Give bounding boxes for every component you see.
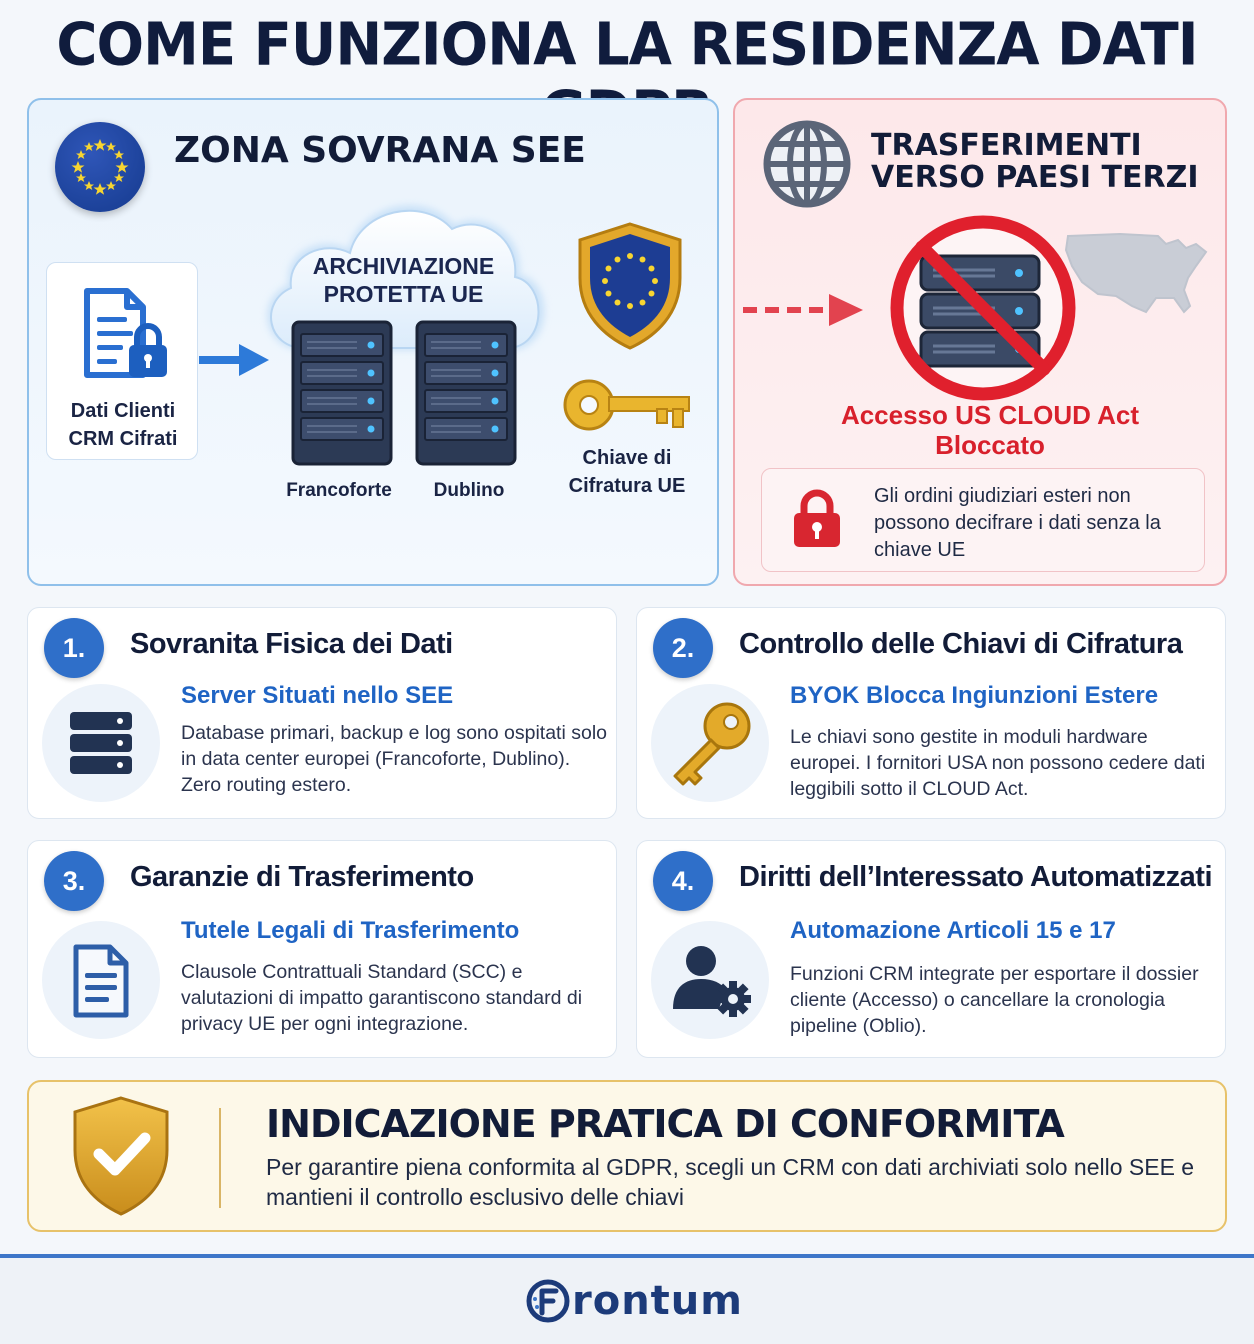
database-icon xyxy=(68,710,134,776)
step-icon-circle xyxy=(42,921,160,1039)
step-subtitle: Automazione Articoli 15 e 17 xyxy=(790,917,1116,944)
cloud-act-blocked-label: Accesso US CLOUD Act Bloccato xyxy=(840,400,1140,460)
key-icon xyxy=(561,375,695,435)
step-card-1 xyxy=(27,607,617,819)
step-title: Garanzie di Trasferimento xyxy=(130,861,474,893)
step-number: 2. xyxy=(653,618,713,678)
user-gear-icon xyxy=(671,943,755,1019)
encryption-key-label: Chiave di Cifratura UE xyxy=(568,447,686,497)
brand-logo xyxy=(526,1276,743,1326)
step-card-4 xyxy=(636,840,1226,1058)
step-number: 3. xyxy=(44,851,104,911)
warning-box xyxy=(761,468,1205,572)
server-icon xyxy=(415,320,517,466)
blocked-server-icon xyxy=(885,210,1081,406)
step-subtitle: Tutele Legali di Trasferimento xyxy=(181,917,520,944)
step-title: Diritti dell’Interessato Automatizzati xyxy=(739,861,1212,893)
step-subtitle: BYOK Blocca Ingiunzioni Estere xyxy=(790,682,1159,709)
third-country-zone xyxy=(733,98,1227,586)
shield-check-icon xyxy=(69,1094,173,1218)
compliance-tip-box xyxy=(27,1080,1227,1232)
tip-divider xyxy=(219,1108,221,1208)
page-title: COME FUNZIONA LA RESIDENZA DATI xyxy=(56,10,1198,79)
eu-zone-title: ZONA SOVRANA SEE xyxy=(174,130,586,171)
step-title: Sovranita Fisica dei Dati xyxy=(130,628,453,660)
third-zone-title: TRASFERIMENTI VERSO PAESI TERZI xyxy=(871,128,1199,195)
step-icon-circle xyxy=(651,921,769,1039)
step-subtitle: Server Situati nello SEE xyxy=(181,682,454,709)
step-description: Funzioni CRM integrate per esportare il dossier cliente (Accesso) o cancellare la cronologia pipeline (Oblio). xyxy=(790,963,1199,1037)
step-description: Clausole Contrattuali Standard (SCC) e valutazioni di impatto garantiscono standard di privacy UE per ogni integrazione. xyxy=(181,961,583,1035)
footer xyxy=(0,1258,1254,1344)
city-label-frankfurt: Francoforte xyxy=(286,480,392,501)
city-label-dublin: Dublino xyxy=(433,480,505,501)
server-icon xyxy=(291,320,393,466)
crm-data-card xyxy=(46,262,198,460)
usa-map-icon xyxy=(1060,222,1210,332)
eu-sovereign-zone xyxy=(27,98,719,586)
warning-text: Gli ordini giudiziari esteri non possono decifrare i dati senza la chiave UE xyxy=(874,485,1161,561)
globe-icon xyxy=(761,118,853,210)
step-number: 1. xyxy=(44,618,104,678)
crm-data-label: Dati Clienti CRM Cifrati xyxy=(68,400,178,450)
step-number: 4. xyxy=(653,851,713,911)
key-icon xyxy=(665,700,755,786)
document-lock-icon xyxy=(81,287,173,383)
step-icon-circle xyxy=(651,684,769,802)
step-card-2 xyxy=(636,607,1226,819)
dashed-arrow-icon xyxy=(739,292,869,328)
step-title: Controllo delle Chiavi di Cifratura xyxy=(739,628,1183,660)
step-description: Le chiavi sono gestite in moduli hardware europei. I fornitori USA non possono cedere dati leggibili sotto il CLOUD Act. xyxy=(790,726,1206,800)
step-icon-circle xyxy=(42,684,160,802)
tip-description: Per garantire piena conformita al GDPR, scegli un CRM con dati archiviati solo nello SEE e mantieni il controllo esclusivo delle chiavi xyxy=(266,1154,1195,1210)
step-card-3 xyxy=(27,840,617,1058)
eu-flag-icon xyxy=(55,122,145,212)
document-icon xyxy=(72,943,130,1019)
frontum-logo-icon xyxy=(526,1279,570,1323)
tip-title: INDICAZIONE PRATICA DI CONFORMITA xyxy=(266,1102,1064,1146)
cloud-storage-label: ARCHIVIAZIONE PROTETTA UE xyxy=(312,253,495,307)
step-description: Database primari, backup e log sono ospitati solo in data center europei (Francoforte, Dublino). Zero routing estero. xyxy=(181,722,607,796)
lock-icon xyxy=(792,489,842,549)
brand-name: rontum xyxy=(572,1278,743,1324)
eu-shield-icon xyxy=(574,220,686,352)
